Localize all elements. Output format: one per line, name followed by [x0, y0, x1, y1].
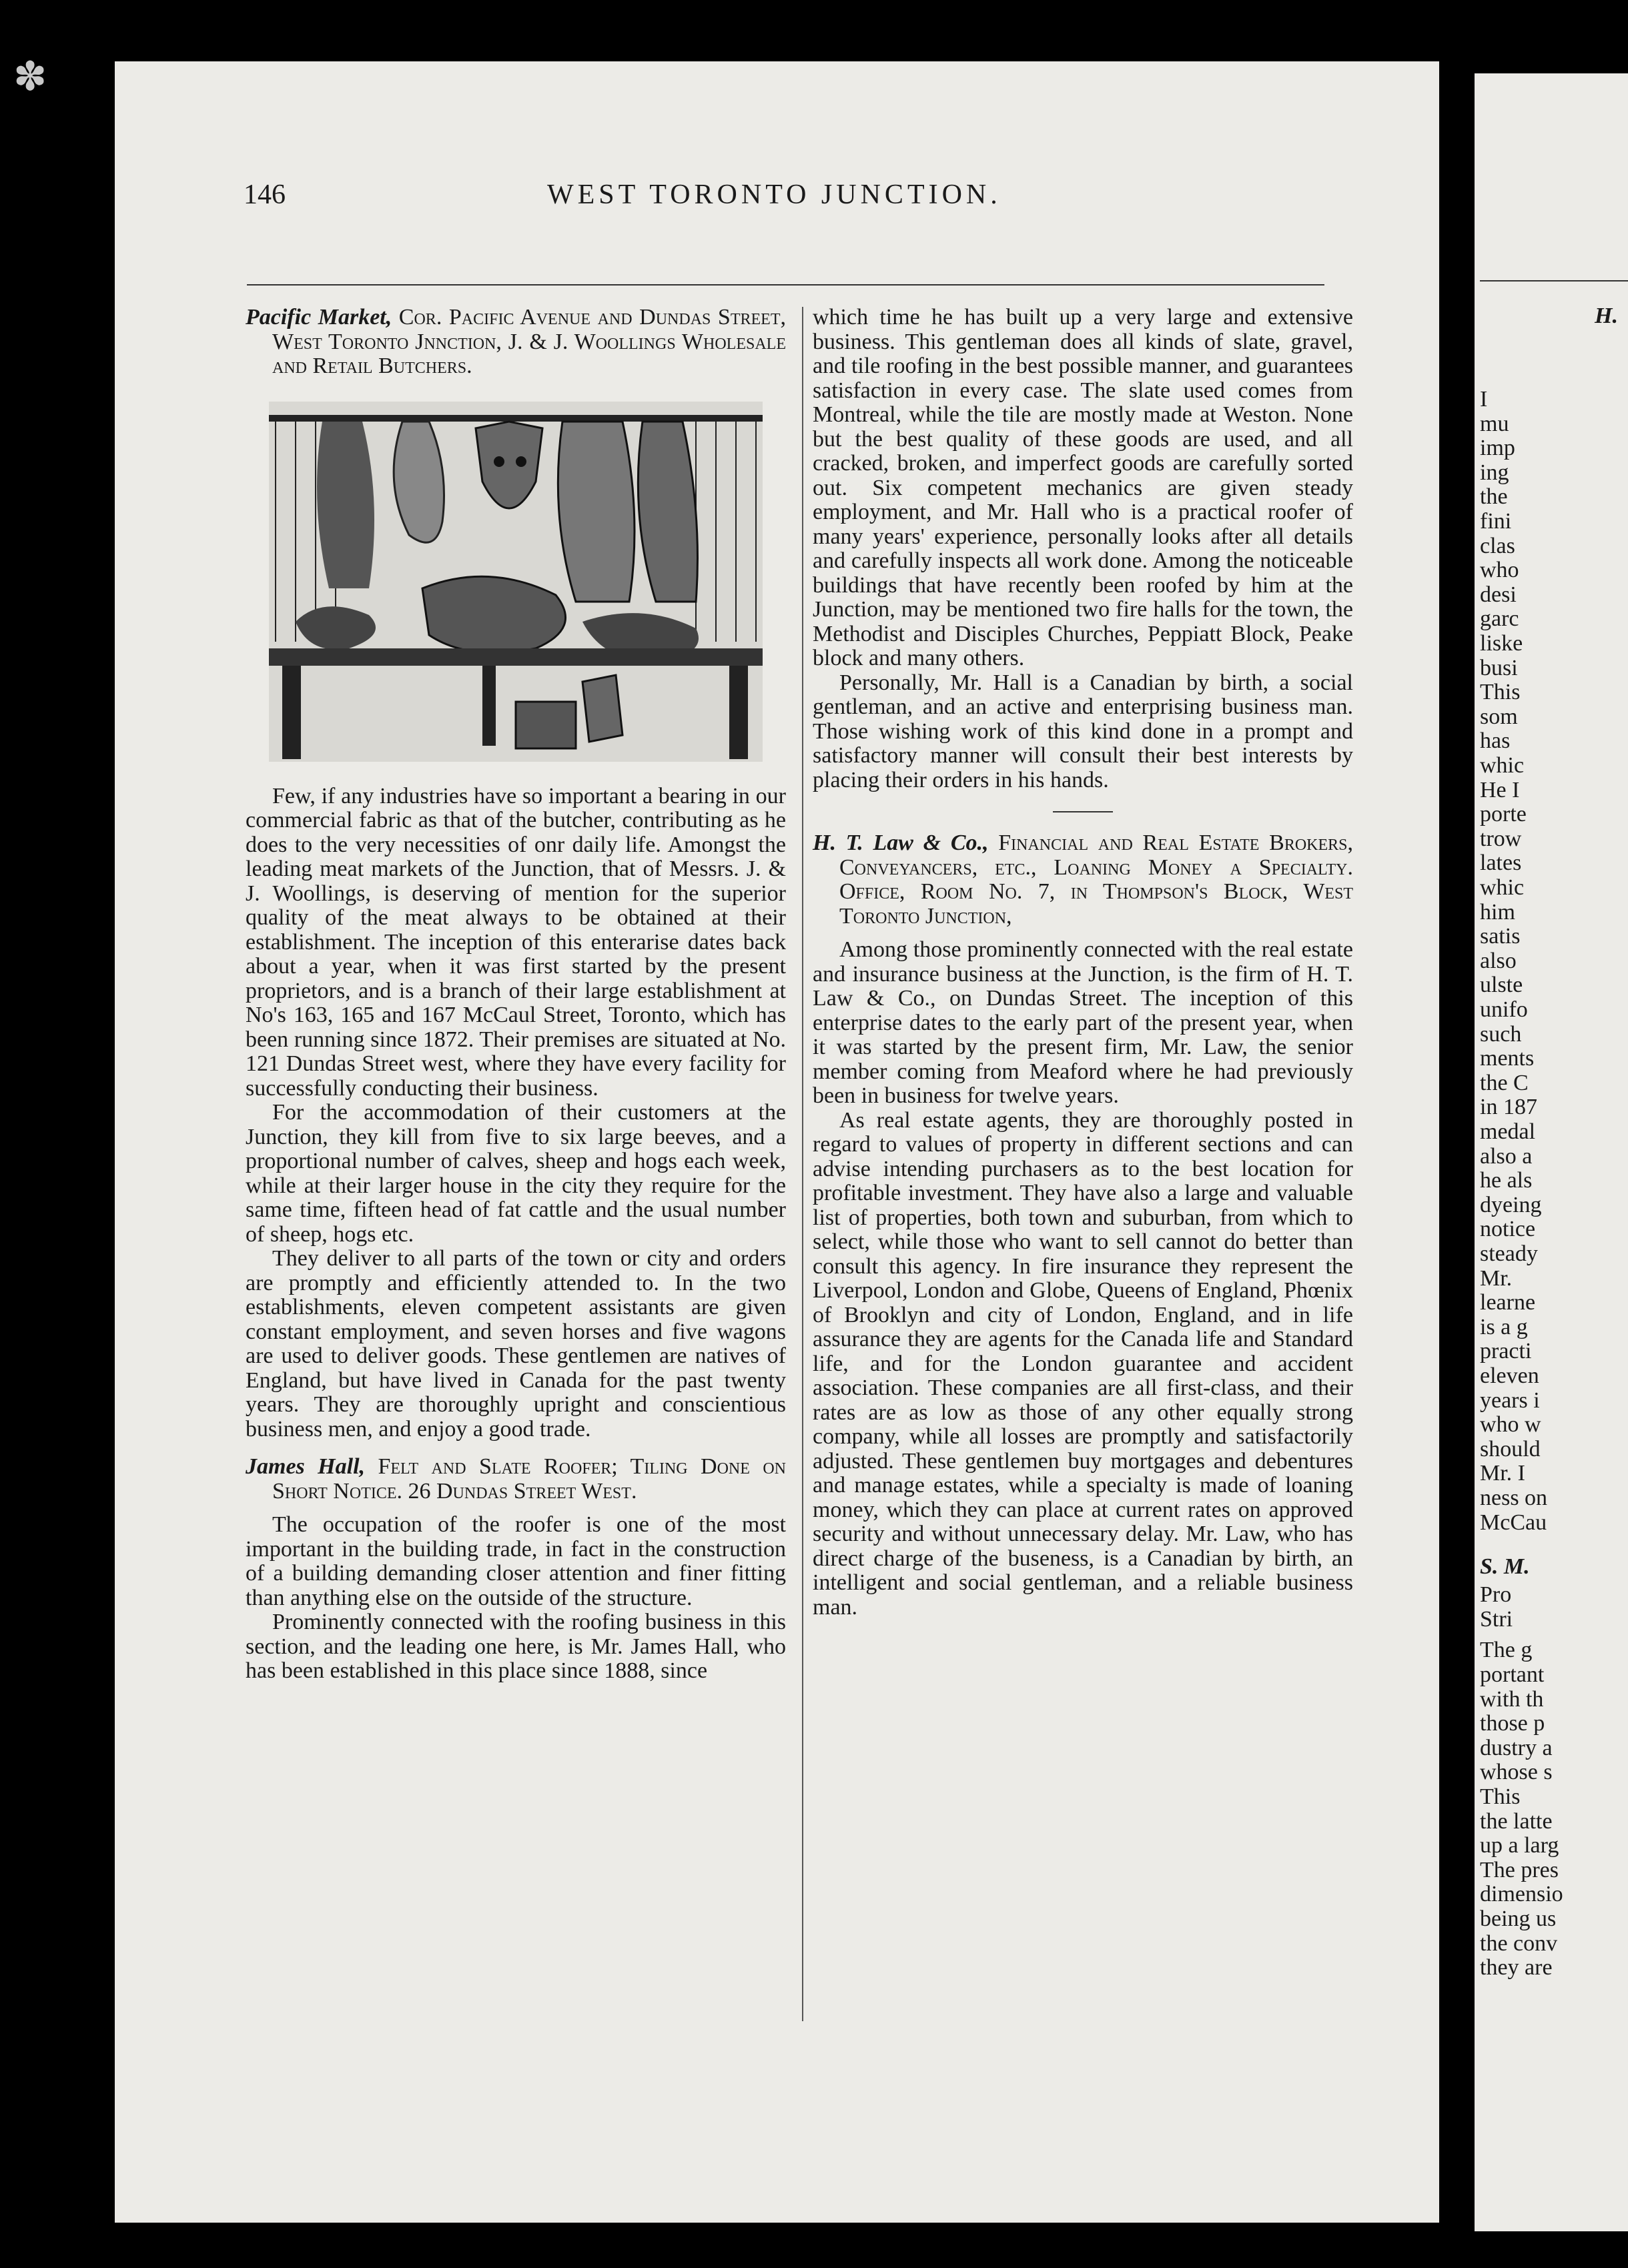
adjacent-line: should [1480, 1436, 1541, 1462]
adjacent-line: also a [1480, 1143, 1533, 1169]
adjacent-line: This [1480, 1784, 1521, 1809]
adjacent-line: learne [1480, 1290, 1536, 1315]
adjacent-line: whic [1480, 753, 1525, 778]
adjacent-line: steady [1480, 1241, 1538, 1266]
adjacent-line: portant [1480, 1662, 1545, 1687]
adjacent-line: ments [1480, 1046, 1535, 1071]
paragraph: As real estate agents, they are thoroughly posted in regard to values of property in different sections and can advise intending purchasers as to the best location for profitable investment. They have also a large and valuable list of properties, both town and suburban, from which to select, while those who want to sell cannot do better than consult this agency. In fire insurance they represent the Liverpool, London and Globe, Queens of England, Phœnix of Brooklyn and city of London, England, and in life assurance they are agents for the Canada life and Standard life, and for the London guarantee and accident association. These companies are all first-class, and their rates are as low as those of any other equally strong company, while all losses are promptly and satisfactorily adjusted. These gentlemen buy mortgages and debentures and manage estates, while a specialty is made of loaning money, which they can place at current rates on approved security and without unnecessary delay. Mr. Law, who has direct charge of the buseness, is a Canadian by birth, an intelligent and social gentleman, and a reliable business man. [813, 1107, 1353, 1620]
heading-details: Financial and Real Estate Brokers, Conveyancers, etc., Loaning Money a Specialty. Office, Room No. 7, in Thompson's Block, West Toronto Junction, [839, 830, 1354, 929]
adjacent-line: the latte [1480, 1808, 1553, 1834]
section-heading-pacific-market [246, 306, 786, 379]
adjacent-line: Pro [1480, 1582, 1512, 1608]
paragraph: For the accommodation of their customers at the Junction, they kill from five to six large beeves, and a proportional number of calves, sheep and hogs each week, while at their larger house in the city they require for the same time, fifteen head of fat cattle and the usual number of sheep, hogs etc. [246, 1100, 786, 1247]
page-header [244, 179, 1358, 232]
adjacent-line: trow [1480, 826, 1522, 851]
adjacent-line: fini [1480, 509, 1512, 534]
adjacent-line: liske [1480, 631, 1523, 656]
adjacent-line: the conv [1480, 1930, 1558, 1956]
adjacent-line: in 187 [1480, 1095, 1537, 1120]
paragraph: The occupation of the roofer is one of the most important in the building trade, in fact in the construction of a building demanding closer attention and finer fitting than anything else on the outside of the structure. [246, 1512, 786, 1610]
heading-details: Felt and Slate Roofer; Tiling Done on Short Notice. 26 Dundas Street West. [272, 1454, 787, 1504]
adjacent-line: such [1480, 1021, 1522, 1047]
paragraph: Prominently connected with the roofing business in this section, and the leading one here, is Mr. James Hall, who has been established in this place since 1888, since [246, 1610, 786, 1683]
adjacent-line: whic [1480, 875, 1525, 900]
scan-artifact: ✽ [13, 55, 47, 99]
adjacent-line: the C [1480, 1070, 1529, 1095]
adjacent-line: medal [1480, 1119, 1536, 1144]
adjacent-line: is a g [1480, 1314, 1528, 1339]
adjacent-line: McCau [1480, 1510, 1547, 1535]
paragraph: Personally, Mr. Hall is a Canadian by birth, a social gentleman, and an active and enterprising business man. Those wishing work of this kind done in a prompt and satisfactory manner will consult their best interests by placing their orders in his hands. [813, 670, 1353, 792]
adjacent-line: years i [1480, 1387, 1540, 1413]
adjacent-line: who [1480, 558, 1519, 583]
paragraph: They deliver to all parts of the town or city and orders are promptly and efficiently attended to. In the two establishments, eleven competent assistants are given constant employment, and seven horses and five wagons are used to deliver goods. These gentlemen are natives of England, but have lived in Canada for the past twenty years. They are thoroughly upright and conscientious business men, and enjoy a good trade. [246, 1246, 786, 1442]
business-name: James Hall, [246, 1454, 366, 1479]
adjacent-line: ness on [1480, 1486, 1548, 1510]
business-name: Pacific Market, [246, 305, 392, 330]
adjacent-line: dustry a [1480, 1735, 1553, 1760]
adjacent-line: imp [1480, 436, 1515, 461]
business-name: H. T. Law & Co., [813, 830, 989, 855]
adjacent-line: practi [1480, 1339, 1532, 1364]
page-number: 146 [244, 179, 286, 210]
adjacent-line: garc [1480, 606, 1519, 632]
adjacent-line: him [1480, 899, 1515, 925]
header-rule [247, 284, 1324, 286]
adjacent-heading-sm: S. M. [1480, 1554, 1530, 1580]
adjacent-line: He I [1480, 777, 1520, 802]
adjacent-line: being us [1480, 1906, 1557, 1931]
adjacent-line: whose s [1480, 1760, 1553, 1785]
adjacent-line: desi [1480, 582, 1517, 607]
adjacent-line: clas [1480, 533, 1515, 558]
paragraph: Few, if any industries have so important a bearing in our commercial fabric as that of the butcher, contributing as he does to the very necessities of onr daily life. Amongst the leading meat markets of the Junction, that of Messrs. J. & J. Woollings, is deserving of mention for the superior quality of the meat always to be obtained at their establishment. The inception of this enterarise dates back about a year, when it was first started by the present proprietors, and is a branch of their large establishment at No's 163, 165 and 167 McCaul Street, Toronto, which has been running since 1872. Their premises are situated at No. 121 Dundas Street west, where they have every facility for successfully conducting their business. [246, 783, 786, 1101]
adjacent-line: This [1480, 680, 1521, 705]
adjacent-line: busi [1480, 655, 1518, 680]
heading-details: Cor. Pacific Avenue and Dundas Street, West Toronto Jnnction, J. & J. Woollings Wholesale and Retail Butchers. [272, 305, 786, 378]
adjacent-header-rule [1480, 280, 1628, 281]
running-title: WEST TORONTO JUNCTION. [547, 179, 1001, 210]
left-column [246, 306, 786, 1684]
adjacent-line: som [1480, 704, 1518, 729]
adjacent-line: notice [1480, 1217, 1536, 1242]
right-column [813, 306, 1353, 1620]
section-divider [1053, 811, 1113, 812]
adjacent-line: ulste [1480, 973, 1523, 998]
adjacent-line: they are [1480, 1955, 1553, 1980]
adjacent-line: with th [1480, 1686, 1544, 1712]
section-heading-james-hall [246, 1455, 786, 1504]
adjacent-line: lates [1480, 851, 1522, 876]
adjacent-line: also [1480, 948, 1517, 973]
adjacent-line: up a larg [1480, 1833, 1559, 1858]
butcher-shop-engraving [269, 402, 763, 762]
adjacent-line: ing [1480, 460, 1509, 485]
adjacent-heading-fragment: H. [1595, 304, 1618, 328]
adjacent-line: who w [1480, 1412, 1541, 1438]
section-heading-ht-law [813, 831, 1353, 929]
paragraph: Among those prominently connected with the real estate and insurance business at the Junction, is the firm of H. T. Law & Co., on Dundas Street. The inception of this enterprise dates to the early part of the present year, when it was started by the present firm, Mr. Law, the senior member coming from Meaford where he had previously been in business for twelve years. [813, 937, 1353, 1108]
adjacent-line: The g [1480, 1638, 1533, 1663]
adjacent-line: I [1480, 387, 1488, 412]
adjacent-line: the [1480, 484, 1508, 510]
adjacent-line: has [1480, 728, 1511, 754]
adjacent-line: unifo [1480, 997, 1528, 1022]
adjacent-line: Stri [1480, 1606, 1513, 1632]
paragraph: which time he has built up a very large and extensive business. This gentleman does all kinds of slate, gravel, and tile roofing in the best possible manner, and guarantees satisfaction in every case. The slate used comes from Montreal, while the tile are mostly made at Weston. None but the best quality of these goods are used, and all cracked, broken, and imperfect goods are carefully sorted out. Six competent mechanics are given steady employment, and Mr. Hall who is a practical roofer of many years' experience, personally looks after all details and carefully inspects all work done. Among the noticeable buildings that have recently been roofed by him at the Junction, may be mentioned two fire halls for the town, the Methodist and Disciples Churches, Peppiatt Block, Peake block and many others. [813, 305, 1353, 670]
adjacent-line: dimensio [1480, 1882, 1563, 1907]
adjacent-line: mu [1480, 411, 1509, 436]
adjacent-line: those p [1480, 1711, 1545, 1736]
adjacent-line: he als [1480, 1168, 1533, 1193]
adjacent-line: Mr. I [1480, 1461, 1525, 1486]
adjacent-line: Mr. [1480, 1265, 1513, 1291]
adjacent-line: porte [1480, 802, 1527, 827]
column-separator [802, 307, 803, 2021]
adjacent-line: The pres [1480, 1857, 1559, 1882]
adjacent-line: eleven [1480, 1363, 1539, 1388]
adjacent-line: dyeing [1480, 1192, 1542, 1217]
adjacent-line: satis [1480, 924, 1521, 949]
